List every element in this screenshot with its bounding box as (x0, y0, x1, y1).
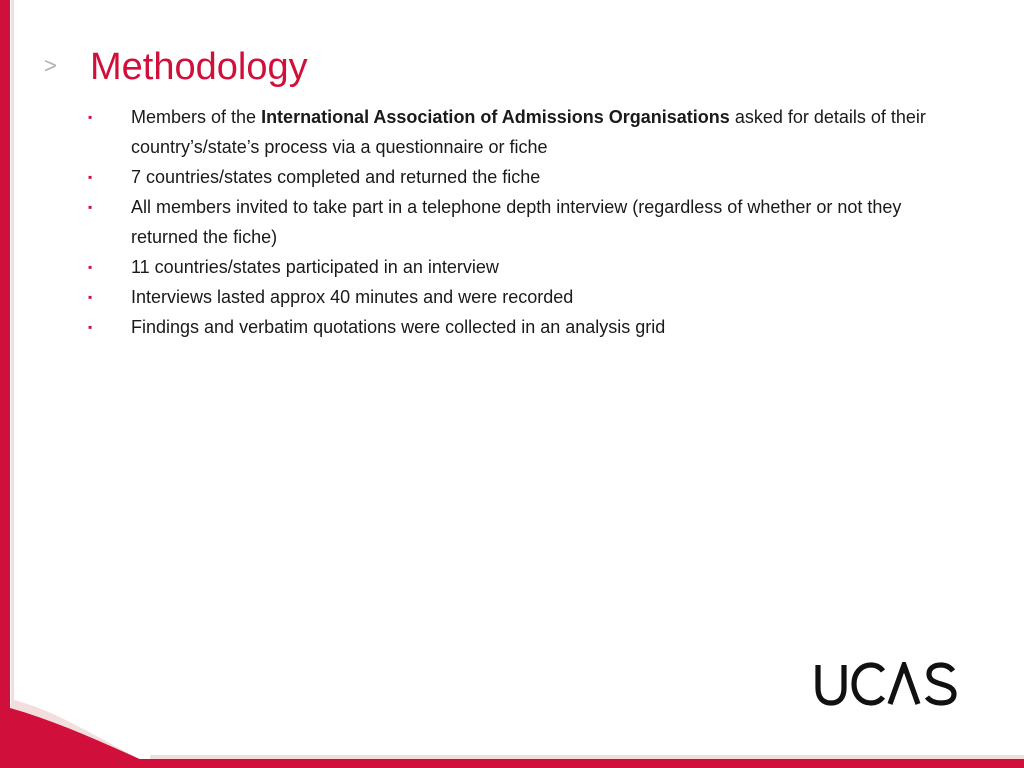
ucas-logo-icon (814, 662, 960, 706)
bullet-text-prefix: Members of the (131, 107, 262, 127)
bullet-text: Interviews lasted approx 40 minutes and were recorded (131, 287, 574, 307)
bullet-list (86, 102, 966, 342)
logo-letter-a (890, 665, 918, 704)
bullet-text: 11 countries/states participated in an interview (131, 257, 499, 277)
logo-letter-u (818, 665, 844, 703)
bullet-square-icon: ▪ (88, 110, 93, 124)
bullet-item (86, 162, 966, 192)
bullet-square-icon: ▪ (88, 320, 93, 334)
bullet-item (86, 252, 966, 282)
logo-letter-s (927, 665, 954, 703)
bullet-text-emphasis: International Association of Admissions Organisations (261, 107, 730, 127)
bullet-text: All members invited to take part in a telephone depth interview (regardless of whether or not they returned the fiche) (131, 197, 902, 247)
bullet-text: 7 countries/states completed and returned the fiche (131, 167, 541, 187)
bullet-item (86, 312, 966, 342)
frame-bottom-bar (0, 759, 1024, 768)
frame-bottom-shadow (150, 755, 1024, 759)
bullet-text: Findings and verbatim quotations were collected in an analysis grid (131, 317, 666, 337)
bullet-square-icon: ▪ (88, 200, 93, 214)
title-chevron-icon: > (44, 53, 57, 78)
bullet-square-icon: ▪ (88, 290, 93, 304)
bullet-text-suffix: asked for details of their country’s/state’s process via a questionnaire or fiche (131, 107, 926, 157)
bullet-square-icon: ▪ (88, 260, 93, 274)
bullet-square-icon: ▪ (88, 170, 93, 184)
bullet-item (86, 282, 966, 312)
bullet-item (86, 102, 966, 162)
logo-letter-c (854, 665, 883, 703)
slide-title: Methodology (90, 46, 308, 88)
bullet-item (86, 192, 966, 252)
